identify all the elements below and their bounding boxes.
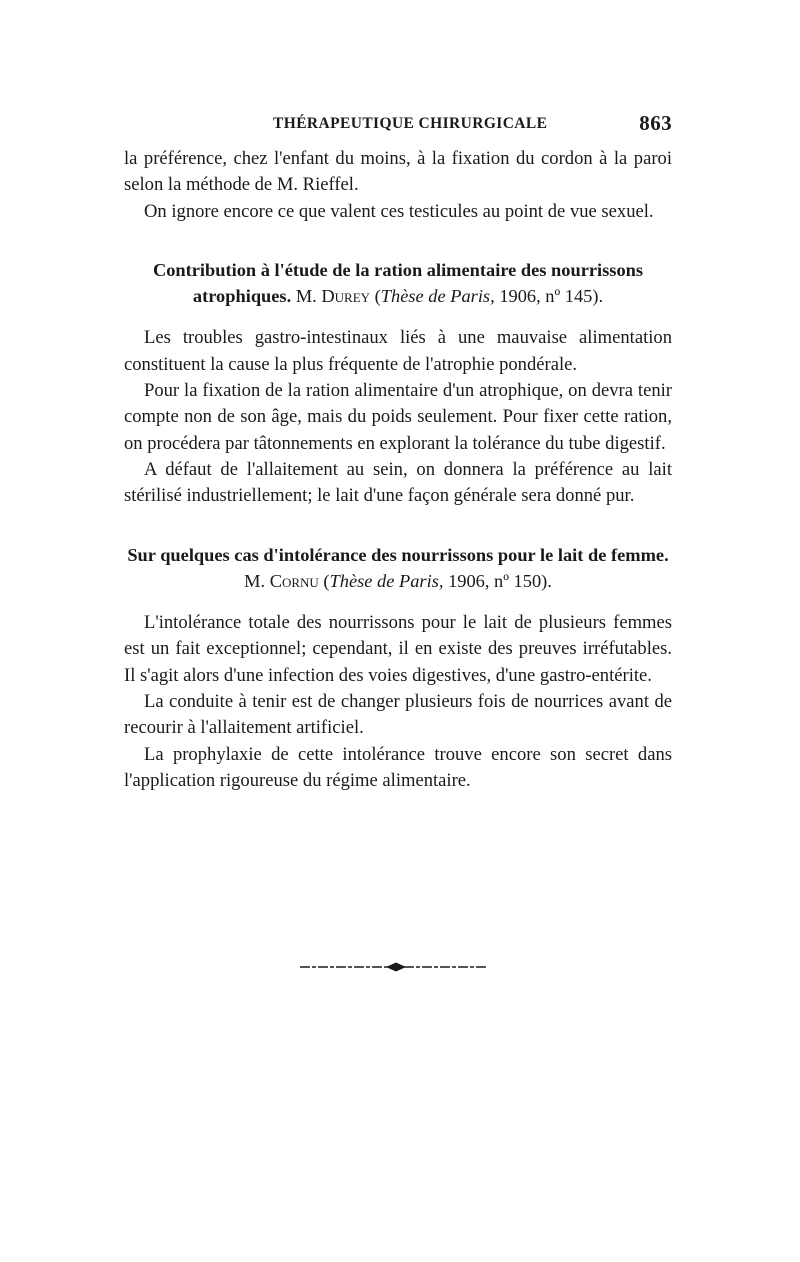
spacer (124, 309, 672, 325)
spacer (124, 594, 672, 610)
diamond-rule-ornament-icon (300, 961, 486, 973)
source-details-2: 1906, nº 150). (448, 570, 552, 591)
section1-paragraph-1: Les troubles gastro-intestinaux liés à une mauvaise alimentation constituent la cause la plus fréquente de l'atrophie pondérale. (124, 327, 672, 375)
author-prefix-1: M. (295, 286, 317, 307)
section1-paragraph-3: A défaut de l'allaitement au sein, on donnera la préférence au lait stérilisé industriellement; le lait d'une façon générale sera donné pur. (124, 458, 672, 507)
spacer (124, 510, 672, 542)
author-prefix-2: M. (244, 570, 266, 591)
intro-paragraph-2: On ignore encore ce que valent ces testicules au point de vue sexuel. (144, 200, 654, 222)
section1-paragraph-2: Pour la fixation de la ration alimentaire d'un atrophique, on devra tenir compte non de son âge, mais du poids seulement. Pour fixer cette ration, on procédera par tâtonnements en explorant la tolérance du tube digestif. (124, 380, 672, 454)
section-heading-1: Contribution à l'étude de la ration alimentaire des nourrissons atrophiques. M. Durey (Thèse de Paris, 1906, nº 145). (152, 259, 644, 307)
running-head (124, 108, 672, 138)
section2-paragraph-3: La prophylaxie de cette intolérance trouve encore son secret dans l'application rigoureuse du régime alimentaire. (124, 743, 672, 791)
intro-paragraph-1: la préférence, chez l'enfant du moins, à la fixation du cordon à la paroi selon la méthode de M. Rieffel. (124, 148, 672, 196)
section-title-1: Contribution à l'étude de la ration alimentaire des nourrissons atrophiques. (152, 259, 644, 307)
section2-paragraph-1: L'intolérance totale des nourrissons pour le lait de plusieurs femmes est un fait exceptionnel; cependant, il en existe des preuves irréfutables. Il s'agit alors d'une infection des voies digestives, d'une gastro-entérite. (124, 612, 672, 686)
spacer (124, 225, 672, 257)
source-title-2: Thèse de Paris, (329, 570, 444, 591)
section2-paragraph-2: La conduite à tenir est de changer plusieurs fois de nourrices avant de recourir à l'allaitement artificiel. (124, 691, 672, 739)
page-body (124, 108, 672, 794)
running-title: THÉRAPEUTIQUE CHIRURGICALE (273, 115, 548, 132)
section-title-2: Sur quelques cas d'intolérance des nourrissons pour le lait de femme. (127, 544, 669, 565)
author-name-1: Durey (321, 286, 371, 307)
author-name-2: Cornu (269, 570, 319, 591)
page-number: 863 (639, 111, 672, 135)
source-title-1: Thèse de Paris, (380, 286, 495, 307)
section-heading-2: Sur quelques cas d'intolérance des nourrissons pour le lait de femme. M. Cornu (Thèse de Paris, 1906, nº 150). (127, 544, 669, 591)
source-details-1: 1906, nº 145). (499, 286, 604, 307)
